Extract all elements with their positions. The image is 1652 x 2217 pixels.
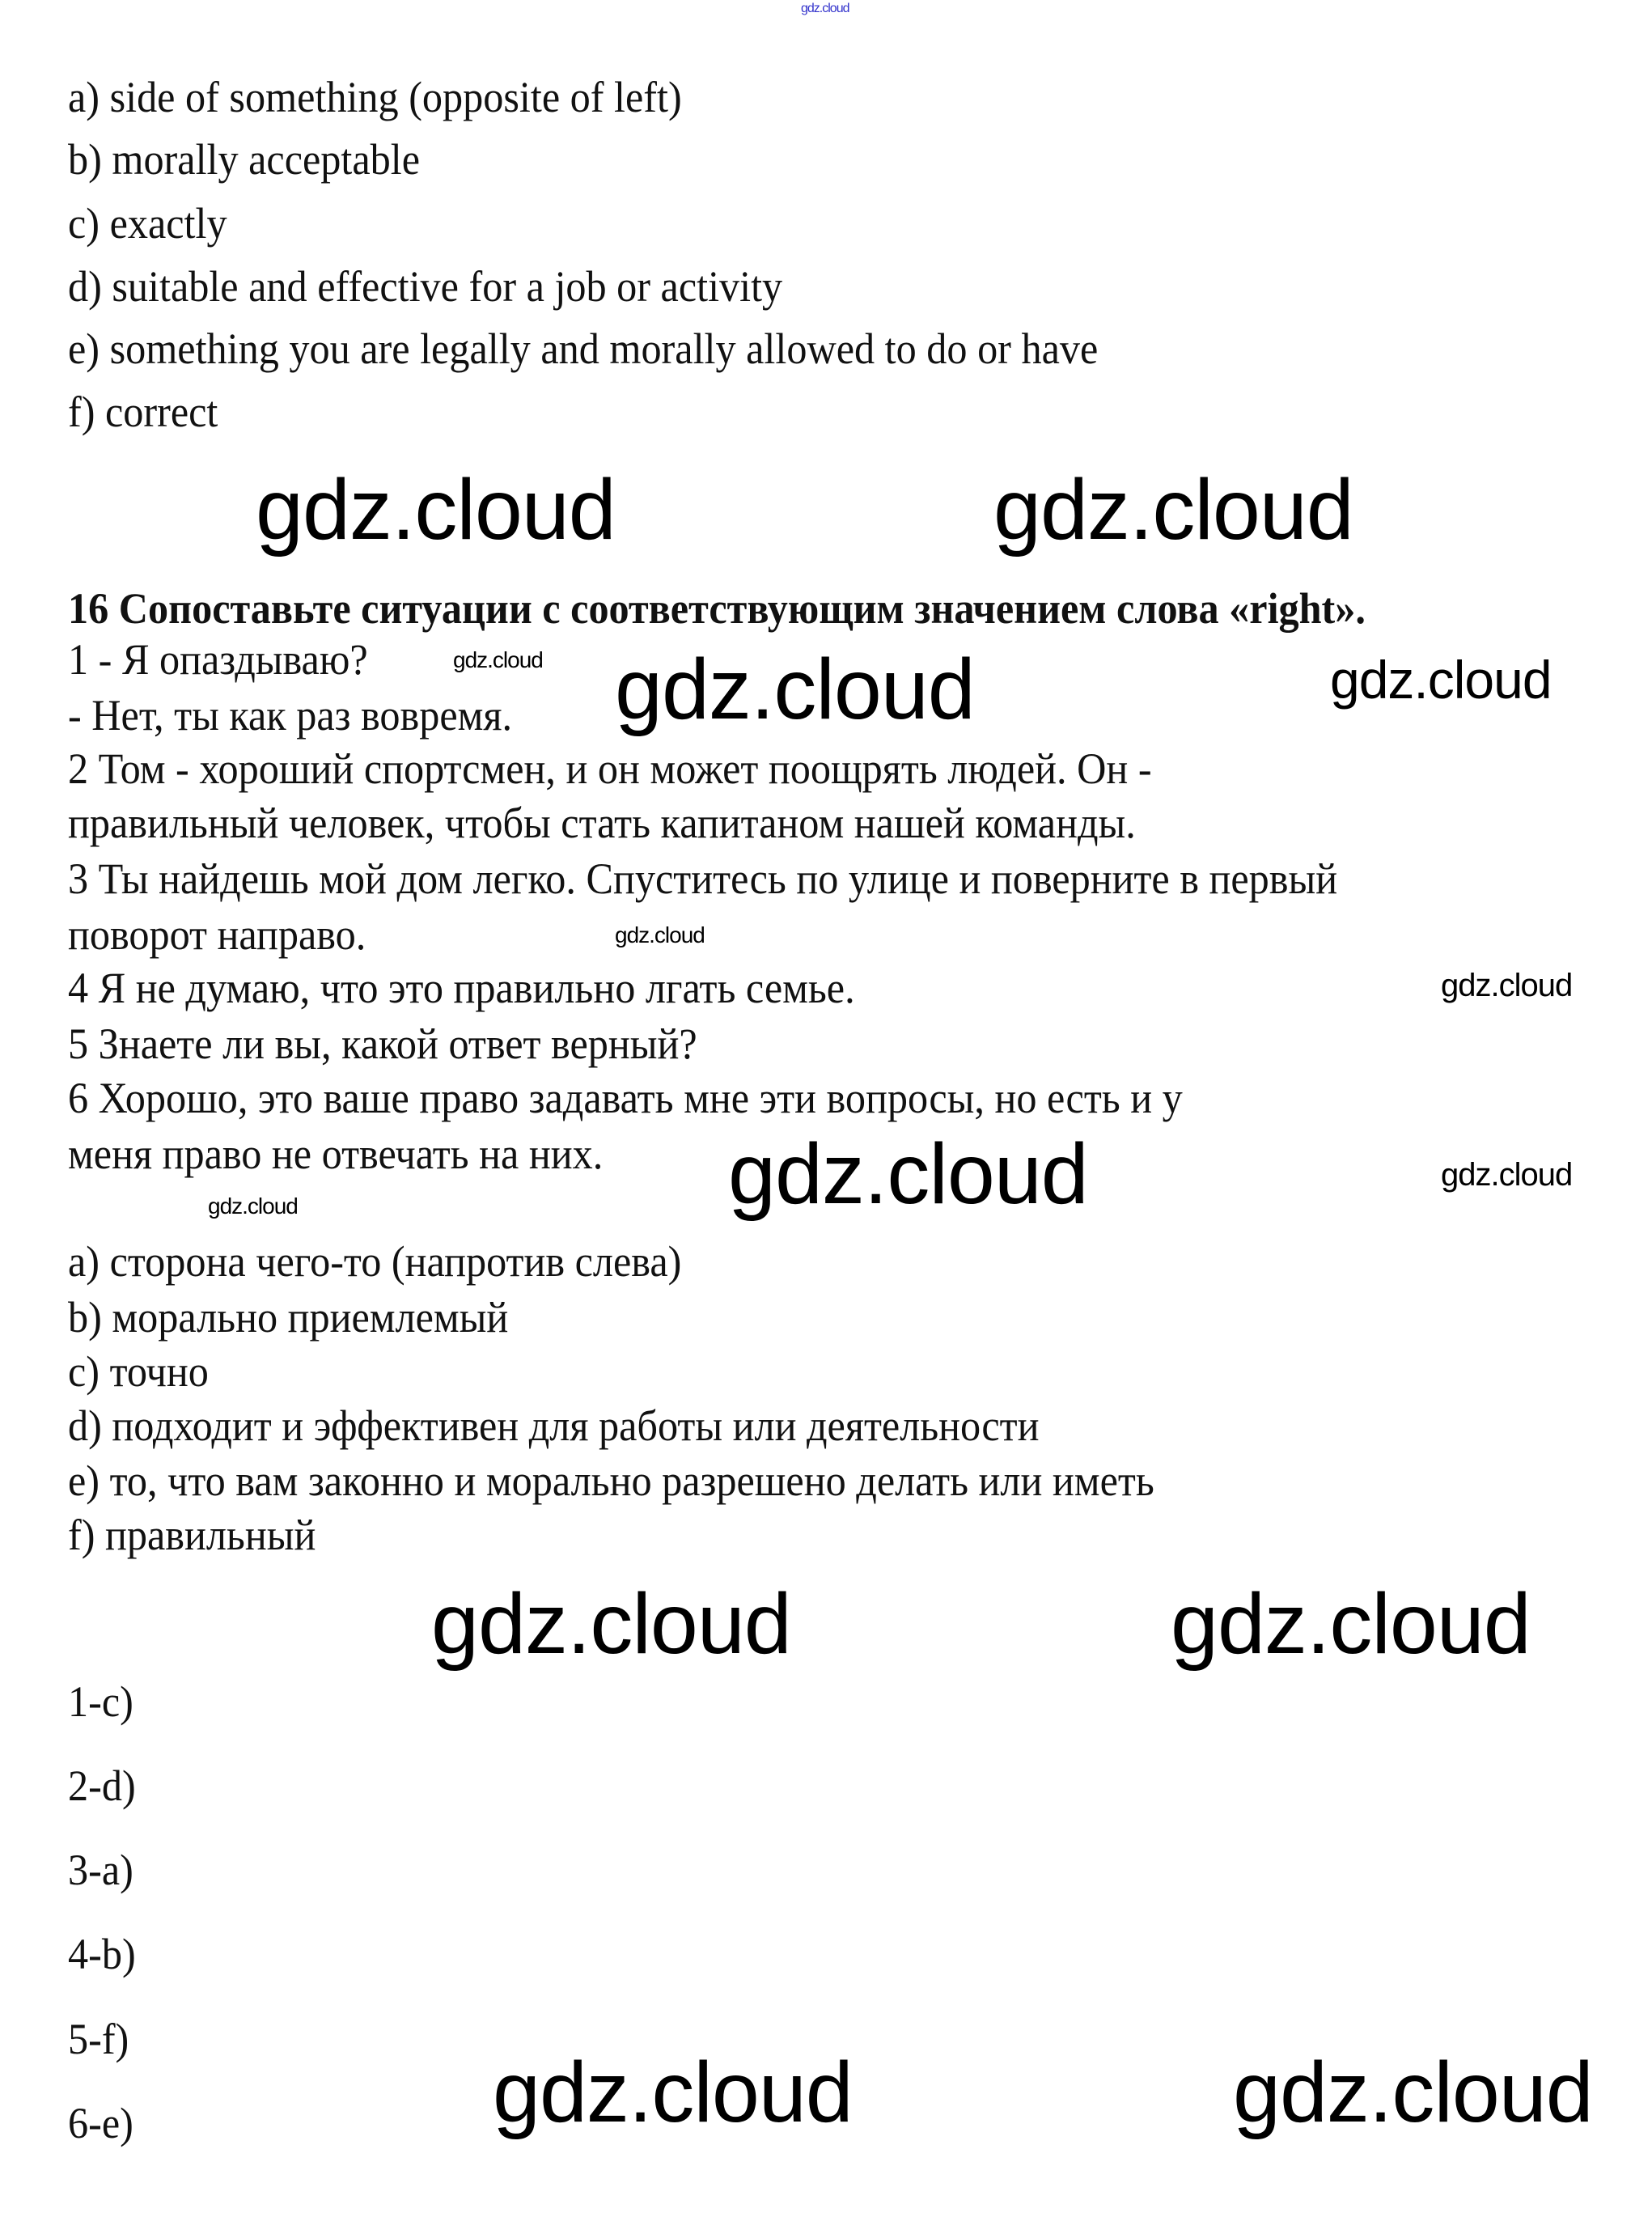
ru-definition-a: a) сторона чего-то (напротив слева) xyxy=(68,1237,682,1286)
definition-d: d) suitable and effective for a job or activity xyxy=(68,262,783,311)
answer: 1-c) xyxy=(68,1677,133,1726)
watermark: gdz.cloud xyxy=(493,2045,853,2140)
exercise-heading: 16 Сопоставьте ситуации с соответствующим значением слова «right». xyxy=(68,584,1366,633)
definition-b: b) morally acceptable xyxy=(68,135,421,184)
ru-definition-e: e) то, что вам законно и морально разрешено делать или иметь xyxy=(68,1456,1154,1505)
ru-definition-d: d) подходит и эффективен для работы или деятельности xyxy=(68,1401,1040,1450)
definition-f: f) correct xyxy=(68,388,218,436)
watermark: gdz.cloud xyxy=(1441,1157,1573,1193)
exercise-line: 6 Хорошо, это ваше право задавать мне эти вопросы, но есть и у xyxy=(68,1074,1183,1122)
watermark: gdz.cloud xyxy=(1171,1576,1531,1672)
watermark: gdz.cloud xyxy=(1330,650,1552,710)
answer: 3-a) xyxy=(68,1846,133,1894)
answer: 2-d) xyxy=(68,1761,136,1810)
exercise-line: - Нет, ты как раз вовремя. xyxy=(68,691,513,740)
watermark: gdz.cloud xyxy=(1441,968,1573,1003)
exercise-line: поворот направо. xyxy=(68,910,366,959)
watermark: gdz.cloud xyxy=(208,1193,298,1219)
answer: 4-b) xyxy=(68,1930,136,1978)
top-watermark: gdz.cloud xyxy=(801,2,849,15)
watermark: gdz.cloud xyxy=(453,647,543,672)
watermark: gdz.cloud xyxy=(256,462,616,557)
exercise-line: 2 Том - хороший спортсмен, и он может поощрять людей. Он - xyxy=(68,744,1152,793)
watermark: gdz.cloud xyxy=(615,642,975,737)
ru-definition-f: f) правильный xyxy=(68,1511,316,1559)
exercise-line: правильный человек, чтобы стать капитаном нашей команды. xyxy=(68,799,1136,847)
exercise-line: 5 Знаете ли вы, какой ответ верный? xyxy=(68,1019,697,1068)
answer: 5-f) xyxy=(68,2015,129,2063)
watermark: gdz.cloud xyxy=(615,922,705,947)
exercise-line: 4 Я не думаю, что это правильно лгать семье. xyxy=(68,964,855,1012)
watermark: gdz.cloud xyxy=(993,462,1353,557)
watermark: gdz.cloud xyxy=(728,1126,1088,1222)
exercise-line: 3 Ты найдешь мой дом легко. Спуститесь по улице и поверните в первый xyxy=(68,854,1338,903)
definition-c: c) exactly xyxy=(68,199,227,248)
watermark: gdz.cloud xyxy=(1233,2045,1593,2140)
watermark: gdz.cloud xyxy=(431,1576,791,1672)
ru-definition-c: c) точно xyxy=(68,1347,209,1396)
ru-definition-b: b) морально приемлемый xyxy=(68,1293,509,1342)
answer: 6-e) xyxy=(68,2099,133,2147)
exercise-line: меня право не отвечать на них. xyxy=(68,1130,604,1178)
exercise-line: 1 - Я опаздываю? xyxy=(68,635,368,684)
definition-e: e) something you are legally and morally allowed to do or have xyxy=(68,324,1099,373)
definition-a: a) side of something (opposite of left) xyxy=(68,73,682,121)
